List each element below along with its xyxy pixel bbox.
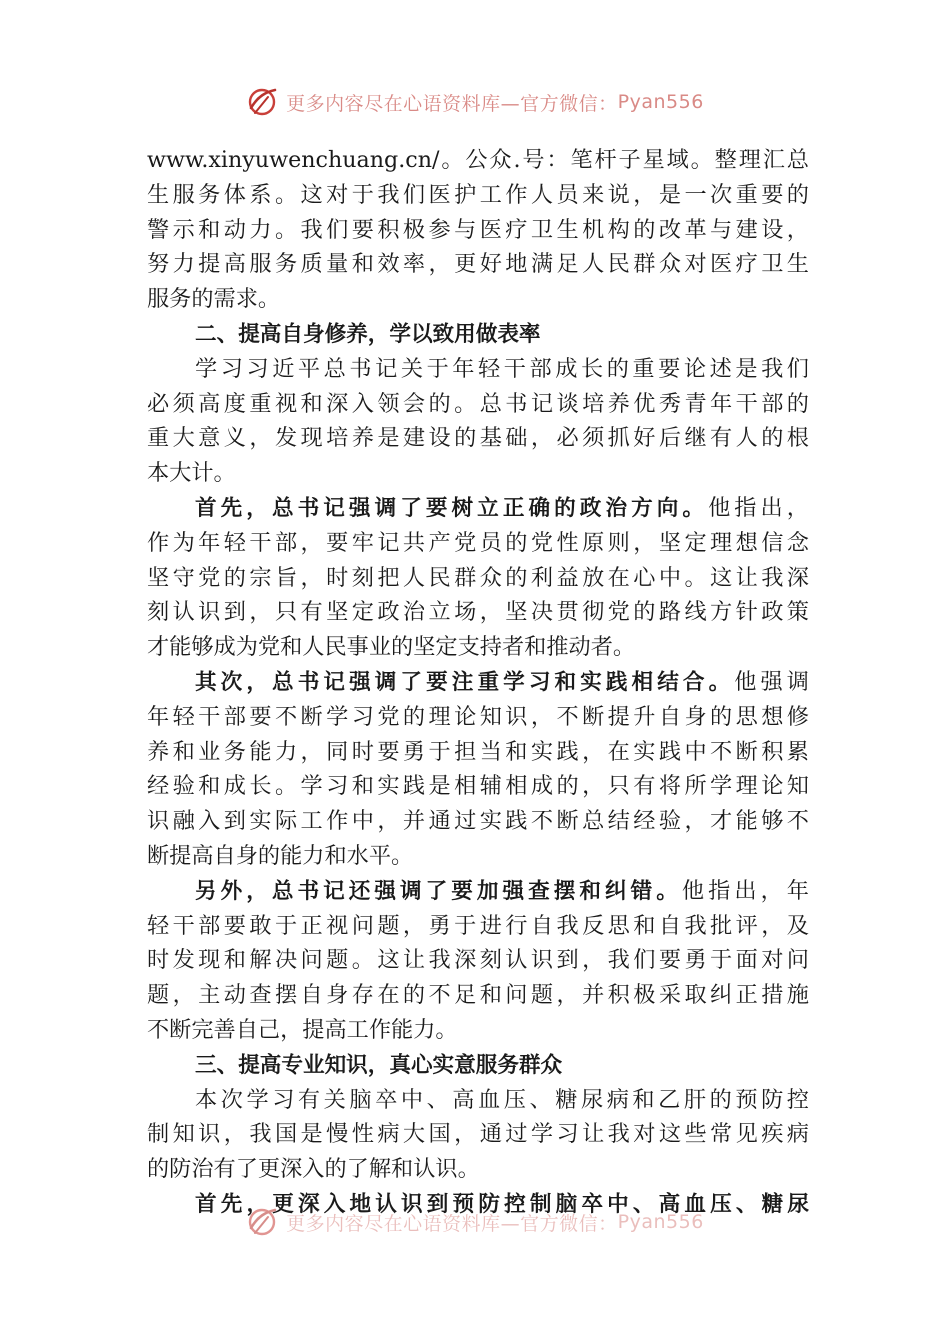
text-line — [147, 526, 809, 561]
text-segment: 题，主动查摆自身存在的不足和问题，并积极采取纠正措施 — [147, 982, 809, 1009]
text-line — [147, 978, 809, 1013]
text-line — [147, 630, 809, 665]
text-line — [147, 1013, 809, 1048]
watermark-wechat-id: Pyan556 — [617, 91, 704, 113]
text-line — [147, 1048, 809, 1083]
bold-text-segment: 首先，更深入地认识到预防控制脑卒中、高血压、糖尿 — [195, 1191, 809, 1217]
text-segment: 的防治有了更深入的了解和认识。 — [147, 1156, 480, 1183]
document-body — [147, 143, 809, 1222]
watermark-text: 更多内容尽在心语资料库—官方微信： — [286, 1212, 618, 1235]
text-segment: 努力提高服务质量和效率，更好地满足人民群众对医疗卫生 — [147, 251, 809, 278]
text-segment: 才能够成为党和人民事业的坚定支持者和推动者。 — [147, 634, 636, 661]
text-line — [147, 700, 809, 735]
text-segment: 轻干部要敢于正视问题，勇于进行自我反思和自我批评，及 — [147, 912, 809, 939]
text-line — [147, 735, 809, 770]
text-line — [147, 491, 809, 526]
text-segment: 刻认识到，只有坚定政治立场，坚决贯彻党的路线方针政策 — [147, 599, 809, 626]
header-watermark — [0, 86, 950, 118]
text-segment: 本大计。 — [147, 460, 236, 487]
text-line — [147, 456, 809, 491]
text-line — [147, 804, 809, 839]
text-segment: 必须高度重视和深入领会的。总书记谈培养优秀青年干部的 — [147, 390, 809, 417]
watermark-wechat-id: Pyan556 — [617, 1211, 704, 1233]
text-line — [147, 352, 809, 387]
text-segment: 制知识，我国是慢性病大国，通过学习让我对这些常见疾病 — [147, 1121, 809, 1148]
text-line — [147, 317, 809, 352]
text-line — [147, 421, 809, 456]
text-segment: 他指出，年 — [681, 877, 809, 904]
text-line — [147, 665, 809, 700]
bold-text-segment: 三、提高专业知识，真心实意服务群众 — [195, 1052, 563, 1078]
text-line — [147, 282, 809, 317]
text-line — [147, 247, 809, 282]
text-segment: 时发现和解决问题。这让我深刻认识到，我们要勇于面对问 — [147, 947, 809, 974]
footer-watermark — [0, 1206, 950, 1238]
text-segment: 他指出， — [708, 494, 809, 521]
bold-text-segment: 其次，总书记强调了要注重学习和实践相结合。 — [195, 669, 735, 695]
text-segment: 作为年轻干部，要牢记共产党员的党性原则，坚定理想信念 — [147, 529, 809, 556]
text-line — [147, 1117, 809, 1152]
bold-text-segment: 二、提高自身修养，学以致用做表率 — [195, 321, 541, 347]
text-line — [147, 769, 809, 804]
text-segment: 重大意义，发现培养是建设的基础，必须抓好后继有人的根 — [147, 425, 809, 452]
text-segment: 年轻干部要不断学习党的理论知识，不断提升自身的思想修 — [147, 703, 809, 730]
text-segment: 生服务体系。这对于我们医护工作人员来说，是一次重要的 — [147, 181, 809, 208]
text-line — [147, 143, 809, 178]
signature-logo-icon — [246, 86, 278, 118]
text-segment: 养和业务能力，同时要勇于担当和实践，在实践中不断积累 — [147, 738, 809, 765]
watermark-text: 更多内容尽在心语资料库—官方微信： — [286, 92, 618, 115]
text-line — [147, 1152, 809, 1187]
text-line — [147, 1083, 809, 1118]
text-segment: 经验和成长。学习和实践是相辅相成的，只有将所学理论知 — [147, 773, 809, 800]
text-line — [147, 909, 809, 944]
text-line — [147, 387, 809, 422]
text-line — [147, 213, 809, 248]
text-line — [147, 943, 809, 978]
text-segment: 不断完善自己，提高工作能力。 — [147, 1016, 458, 1043]
text-line — [147, 178, 809, 213]
text-segment: 识融入到实际工作中，并通过实践不断总结经验，才能够不 — [147, 808, 809, 835]
text-line — [147, 874, 809, 909]
text-segment: 警示和动力。我们要积极参与医疗卫生机构的改革与建设， — [147, 216, 809, 243]
text-segment: www.xinyuwenchuang.cn/。公众.号：笔杆子星域。整理汇总 — [147, 147, 809, 173]
text-segment: 本次学习有关脑卒中、高血压、糖尿病和乙肝的预防控 — [195, 1086, 809, 1113]
text-line — [147, 595, 809, 630]
text-line — [147, 839, 809, 874]
bold-text-segment: 另外，总书记还强调了要加强查摆和纠错。 — [195, 878, 682, 904]
text-segment: 坚守党的宗旨，时刻把人民群众的利益放在心中。这让我深 — [147, 564, 809, 591]
text-segment: 学习习近平总书记关于年轻干部成长的重要论述是我们 — [195, 355, 809, 382]
signature-logo-icon — [246, 1206, 278, 1238]
bold-text-segment: 首先，总书记强调了要树立正确的政治方向。 — [195, 495, 709, 521]
text-segment: 断提高自身的能力和水平。 — [147, 842, 414, 869]
text-segment: 他强调 — [734, 668, 809, 695]
text-segment: 服务的需求。 — [147, 286, 281, 313]
text-line — [147, 561, 809, 596]
